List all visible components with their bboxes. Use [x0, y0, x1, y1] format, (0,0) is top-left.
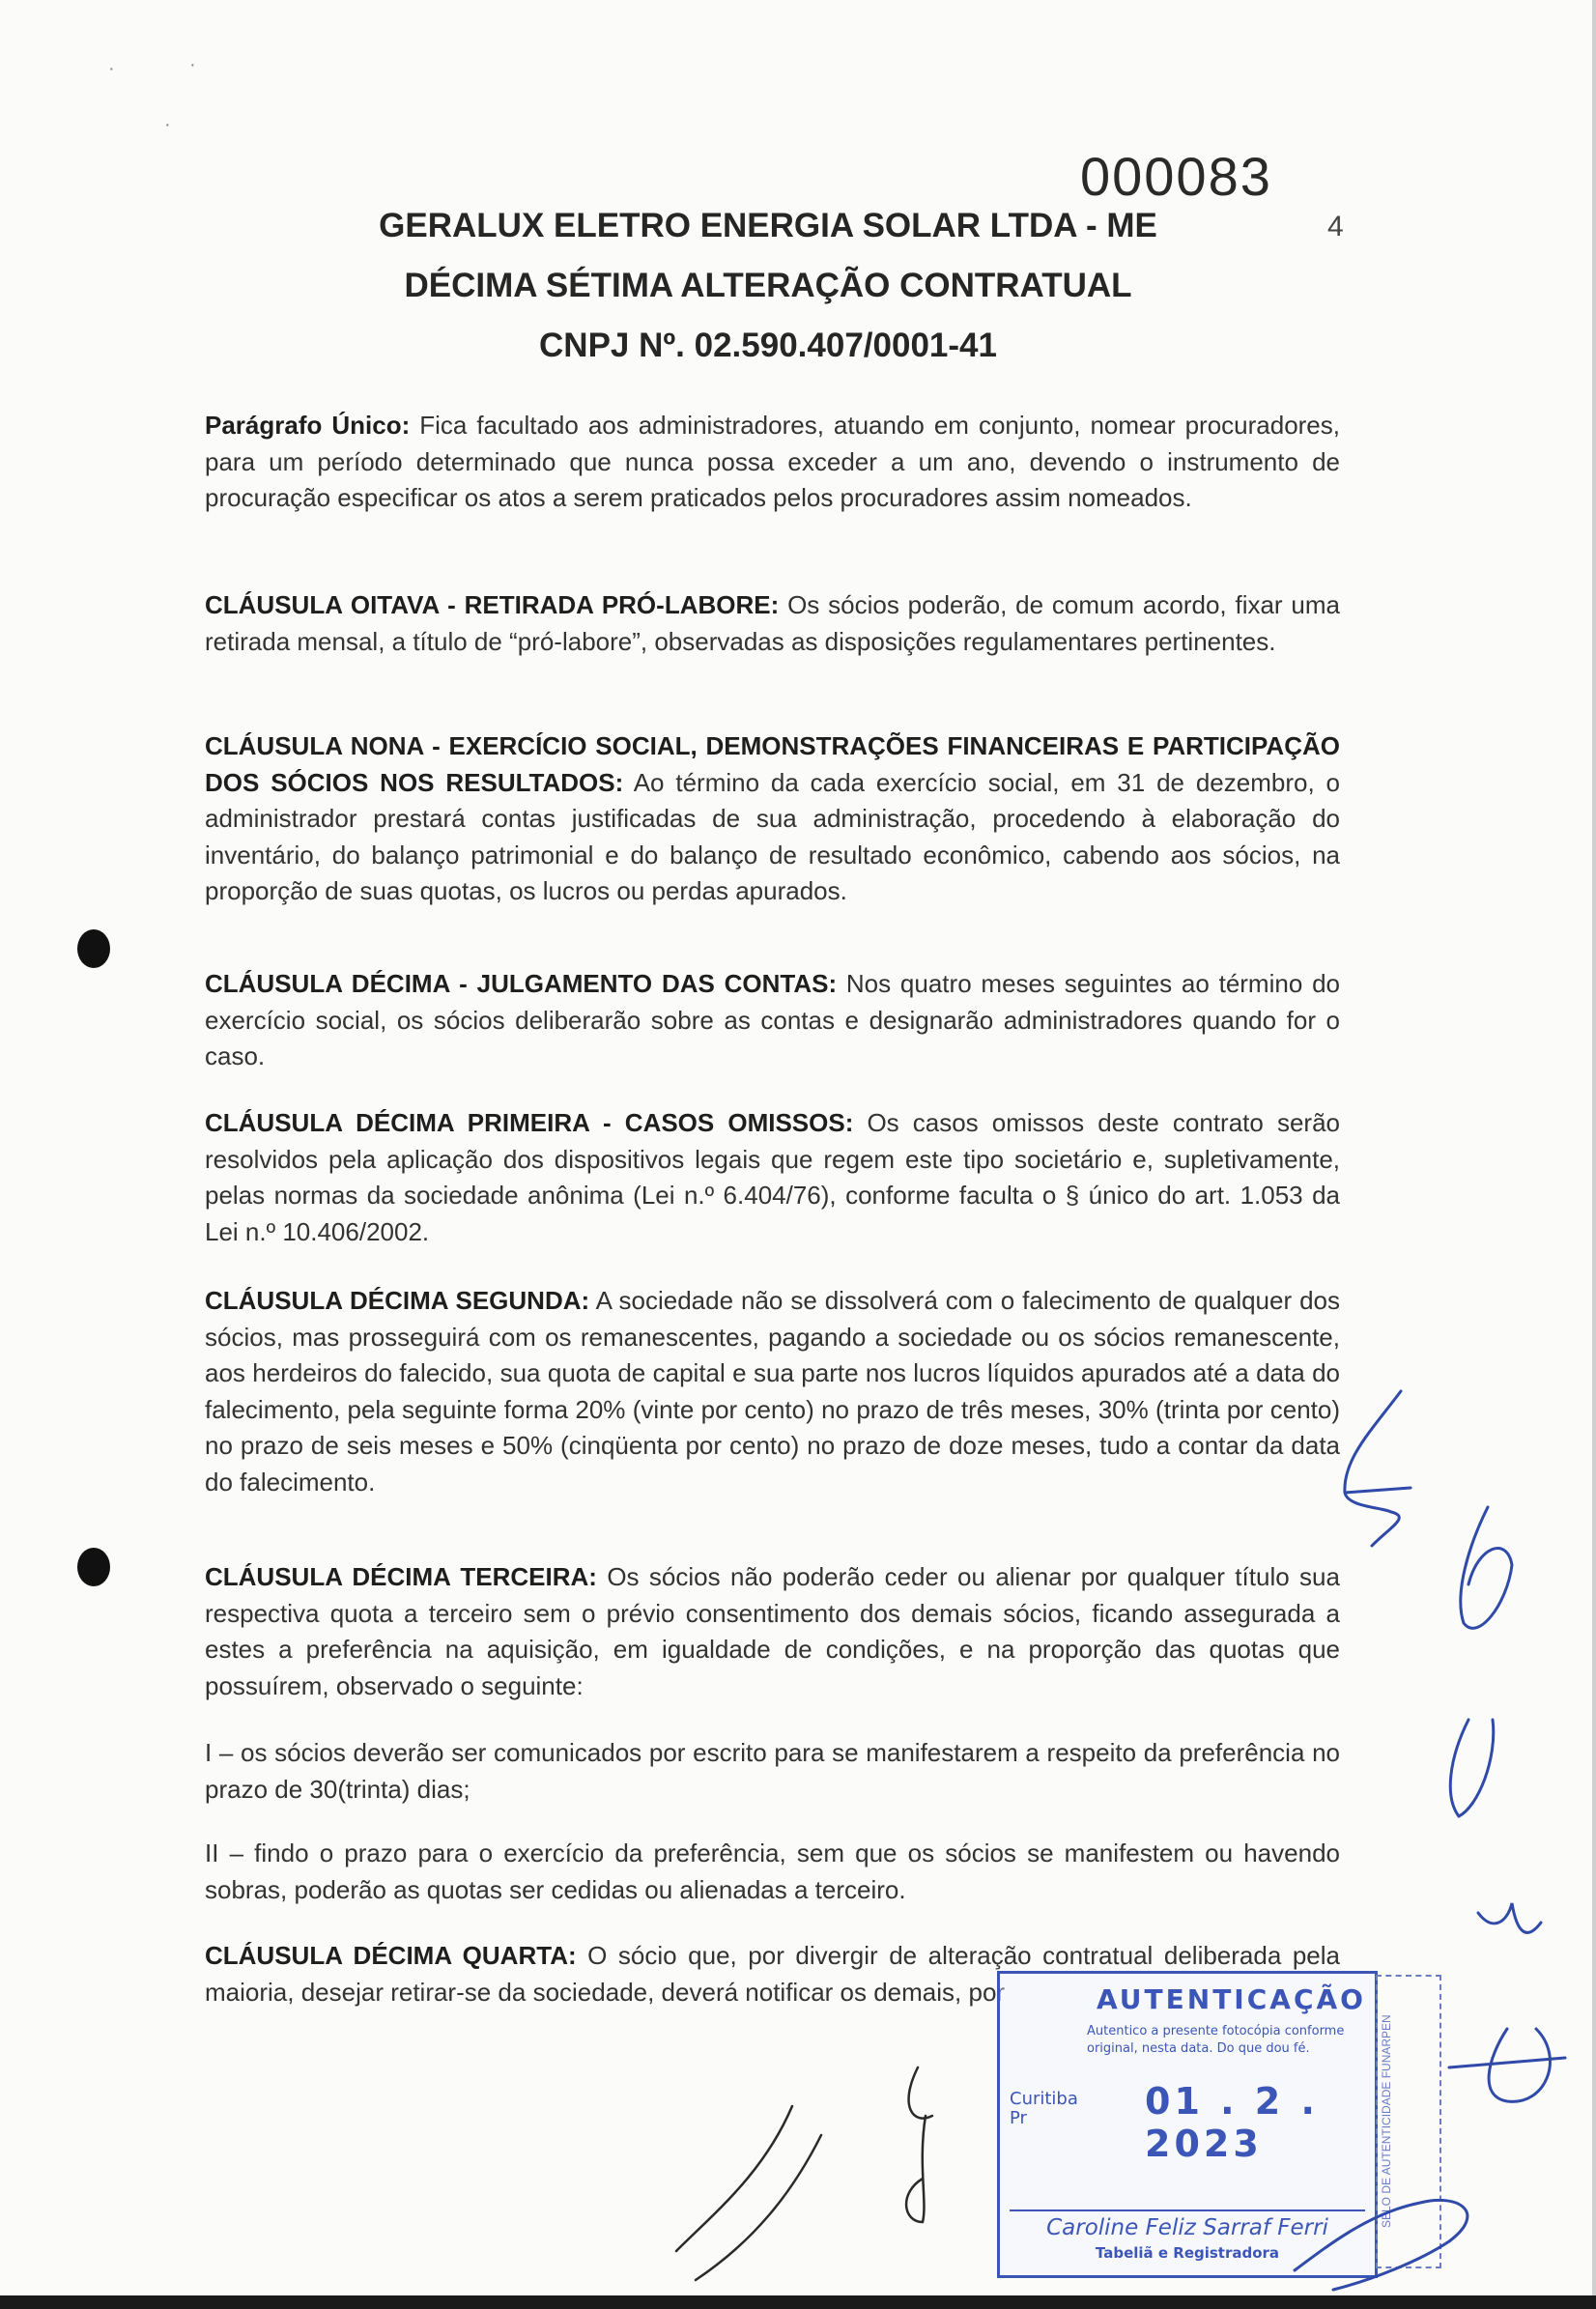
authenticity-seal: SELO DE AUTENTICIDADE FUNARPEN	[1376, 1975, 1441, 2268]
signature-loop	[1461, 1507, 1512, 1628]
paragraph-text: Fica facultado aos administradores, atuando em conjunto, nomear procuradores, para um período determinado que nunca possa exceder a um ano, devendo o instrumento de procuração especificar os atos a serem praticados pelos procuradores assim nomeados.	[205, 411, 1340, 512]
signature-g	[906, 2067, 932, 2222]
page-bottom-edge	[0, 2295, 1596, 2309]
company-name: GERALUX ELETRO ENERGIA SOLAR LTDA - ME	[379, 207, 1157, 244]
clausula-decima-primeira	[205, 1105, 1340, 1250]
clausula-decima-terceira	[205, 1559, 1340, 1704]
stamp-city-name: Curitiba	[1010, 2089, 1078, 2109]
item-i	[205, 1735, 1340, 1808]
paragraph-heading: CLÁUSULA DÉCIMA PRIMEIRA - CASOS OMISSOS:	[205, 1108, 854, 1137]
punch-hole	[77, 929, 110, 968]
stamp-text: original, nesta data. Do que dou fé.	[1087, 2041, 1310, 2056]
paragraph-heading: Parágrafo Único:	[205, 411, 411, 440]
paragraph-heading: CLÁUSULA DÉCIMA TERCEIRA:	[205, 1562, 597, 1591]
scan-speck: ·	[108, 58, 115, 79]
stamp-text: Autentico a presente fotocópia conforme	[1087, 2024, 1345, 2038]
paragraph-heading: CLÁUSULA OITAVA - RETIRADA PRÓ-LABORE:	[205, 590, 780, 619]
paragraph-text: Os sócios poderão, de comum acordo, fixar uma retirada mensal, a título de “pró-labore”, observadas as disposições regulamentares pertinentes.	[205, 590, 1340, 656]
paragraph-text: O sócio que, por divergir de alteração contratual deliberada pela maioria, desejar retirar-se da sociedade, deverá notificar os demais, por	[205, 1941, 1340, 2007]
alteration-title: DÉCIMA SÉTIMA ALTERAÇÃO CONTRATUAL	[404, 267, 1132, 304]
stamp-divider	[1010, 2209, 1365, 2211]
clausula-decima-segunda	[205, 1283, 1340, 1500]
authentication-stamp	[997, 1971, 1378, 2278]
punch-hole	[77, 1548, 110, 1586]
paragraph-heading: CLÁUSULA DÉCIMA - JULGAMENTO DAS CONTAS:	[205, 969, 838, 998]
stamp-notary-name: Caroline Feliz Sarraf Ferri	[1046, 2215, 1328, 2240]
paragraph-text: Os sócios não poderão ceder ou alienar por qualquer título sua respectiva quota a terceiro sem o prévio consentimento dos demais sócios, ficando assegurada a estes a preferência na aquisição, em igualdade de condições, e na proporção das quotas que possuírem, observado o seguinte:	[205, 1562, 1340, 1700]
signature-loop-2	[1450, 1720, 1493, 1816]
clausula-oitava	[205, 587, 1340, 660]
signature-w	[1478, 1903, 1541, 1932]
paragraph-heading: CLÁUSULA DÉCIMA SEGUNDA:	[205, 1286, 590, 1315]
clausula-nona	[205, 728, 1340, 910]
page-edge	[1592, 0, 1596, 2309]
paragraph-heading: CLÁUSULA DÉCIMA QUARTA:	[205, 1941, 577, 1970]
signature-f	[1449, 2029, 1565, 2101]
page-number: 4	[1327, 211, 1344, 242]
stamp-notary-role: Tabeliã e Registradora	[1095, 2244, 1280, 2262]
paragraph-text: A sociedade não se dissolverá com o falecimento de qualquer dos sócios, mas prosseguirá com os remanescentes, pagando a sociedade ou os sócios remanescente, aos herdeiros do falecido, sua quota de capital e sua parte nos lucros líquidos apurados até a data do falecimento, pela seguinte forma 20% (vinte por cento) no prazo de três meses, 30% (trinta por cento) no prazo de seis meses e 50% (cinqüenta por cento) no prazo de doze meses, tudo a contar da data do falecimento.	[205, 1286, 1340, 1497]
paragraph-text: Ao término da cada exercício social, em 31 de dezembro, o administrador prestará contas justificadas de sua administração, procedendo à elaboração do inventário, do balanço patrimonial e do balanço de resultado econômico, cabendo aos sócios, na proporção de suas quotas, os lucros ou perdas apurados.	[205, 767, 1340, 905]
paragraph-unico	[205, 408, 1340, 517]
scan-speck: ·	[189, 54, 196, 75]
signature-x	[1345, 1391, 1401, 1546]
paragraph-text: I – os sócios deverão ser comunicados por escrito para se manifestarem a respeito da preferência no prazo de 30(trinta) dias;	[205, 1738, 1340, 1804]
stamp-date: 01 . 2 . 2023	[1145, 2080, 1319, 2165]
clausula-decima	[205, 966, 1340, 1075]
stamp-state: Pr	[1010, 2108, 1027, 2128]
paragraph-text: II – findo o prazo para o exercício da preferência, sem que os sócios se manifestem ou havendo sobras, poderão as quotas ser cedidas ou alienadas a terceiro.	[205, 1839, 1340, 1904]
paragraph-heading: CLÁUSULA NONA - EXERCÍCIO SOCIAL, DEMONSTRAÇÕES FINANCEIRAS E PARTICIPAÇÃO DOS SÓCIOS NOS RESULTADOS:	[205, 731, 1340, 797]
paragraph-text: Os casos omissos deste contrato serão resolvidos pela aplicação dos dispositivos legais que regem este tipo societário e, supletivamente, pelas normas da sociedade anônima (Lei n.º 6.404/76), conforme faculta o § único do art. 1.053 da Lei n.º 10.406/2002.	[205, 1108, 1340, 1246]
stamp-title: AUTENTICAÇÃO	[1097, 1983, 1366, 2015]
signature-slash	[676, 2106, 821, 2280]
item-ii	[205, 1836, 1340, 1908]
scan-speck: ·	[164, 114, 171, 135]
stamp-city	[1010, 2090, 1078, 2128]
document-number: 000083	[1080, 146, 1272, 207]
cnpj-number: CNPJ Nº. 02.590.407/0001-41	[539, 327, 997, 364]
paragraph-text: Nos quatro meses seguintes ao término do exercício social, os sócios deliberarão sobre as contas e designarão administradores quando for o caso.	[205, 969, 1340, 1070]
signature-x-tail	[1345, 1488, 1411, 1493]
